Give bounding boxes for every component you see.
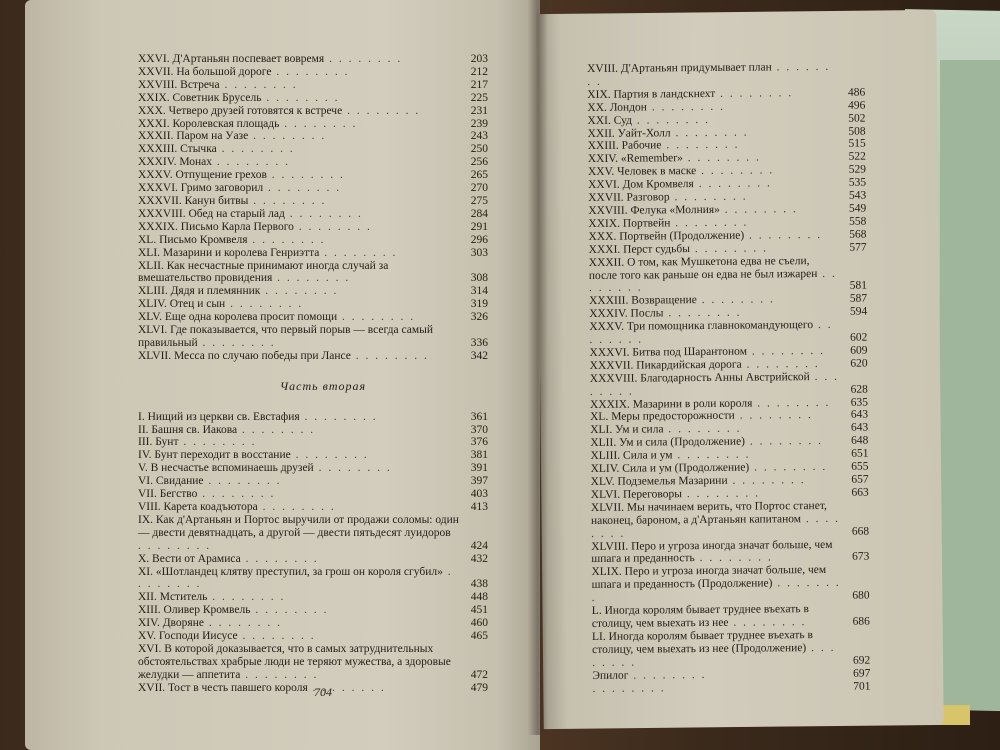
toc-entry-title: XLII. Как несчастные принимают иногда случай за вмешательство провидения . . . (138, 260, 460, 286)
toc-entry-title: XXVI. Д'Артаньян поспевает вовремя . . . (138, 53, 460, 66)
toc-entry (138, 643, 488, 682)
left-toc (138, 53, 488, 695)
toc-entry-title: V. В несчастье вспоминаешь друзей . . . (138, 462, 460, 475)
toc-entry-title: XXXVI. Гримо заговорил . . . (138, 182, 460, 195)
toc-entry-page: 438 (470, 578, 488, 591)
toc-entry-title: Эпилог . . . (592, 667, 842, 682)
toc-entry (138, 66, 488, 79)
toc-entry (138, 53, 488, 66)
toc-entry-page: 697 (853, 667, 871, 680)
toc-entry-page: 308 (470, 272, 488, 285)
toc-entry-page: 628 (850, 383, 868, 396)
toc-entry-page: 472 (470, 668, 488, 681)
part-two-heading: Часть вторая (279, 378, 367, 393)
toc-entry-page: 663 (851, 486, 869, 499)
toc-entry-page: 225 (470, 91, 488, 104)
toc-entry-page: 212 (470, 65, 488, 78)
toc-entry (138, 514, 488, 553)
toc-entry-title: X. Вести от Арамиса . . . (138, 553, 460, 566)
toc-entry-page: 648 (851, 434, 869, 447)
toc-entry-page: 217 (470, 78, 488, 91)
toc-entry (138, 617, 488, 630)
toc-entry-page: 381 (470, 449, 488, 462)
toc-entry (138, 488, 488, 501)
toc-entry (138, 247, 488, 260)
toc-entry (138, 553, 488, 566)
right-toc (587, 61, 871, 696)
toc-entry-title: XLVII. Месса по случаю победы при Лансе . . . (138, 350, 460, 363)
toc-entry-page: 522 (848, 150, 866, 164)
toc-entry (590, 370, 868, 398)
toc-entry-title: XLV. Подземелья Мазарини . . . (591, 474, 841, 489)
toc-entry-title: XLVI. Переговоры . . . (591, 487, 841, 502)
toc-entry (589, 319, 867, 347)
toc-entry-title: XIV. Дворяне . . . (138, 617, 460, 630)
toc-entry-page: 701 (853, 680, 871, 693)
toc-entry-page: 256 (470, 156, 488, 169)
toc-entry-page: 535 (848, 176, 867, 189)
toc-entry-title: XLIII. Сила и ум . . . (590, 448, 840, 463)
toc-entry-title: II. Башня св. Иакова . . . (138, 424, 460, 437)
toc-entry (138, 462, 488, 475)
toc-entry-page: 270 (470, 182, 488, 195)
toc-entry-title: III. Бунт . . . (138, 436, 460, 449)
toc-entry (138, 130, 488, 143)
toc-entry-title: XLIV. Сила и ум (Продолжение) . . . (590, 461, 840, 476)
toc-entry-page: 515 (848, 138, 866, 151)
toc-entry (138, 79, 488, 92)
toc-entry-page: 620 (850, 357, 868, 370)
toc-entry-title: IV. Бунт переходит в восстание . . . (138, 449, 460, 462)
toc-entry (591, 499, 869, 540)
toc-entry (138, 92, 488, 105)
toc-entry-page: 239 (470, 117, 488, 130)
toc-entry-page: 319 (470, 298, 488, 311)
toc-entry (589, 254, 867, 295)
toc-entry-page: 602 (850, 331, 868, 344)
toc-entry-title: XXXVIII. Благодарность Анны Австрийской . . . (590, 371, 840, 399)
toc-entry (138, 118, 488, 131)
toc-entry-title: XXII. Уайт-Холл . . . (588, 125, 838, 140)
toc-entry-page: 303 (470, 246, 488, 259)
toc-entry (138, 105, 488, 118)
toc-entry (138, 324, 488, 350)
toc-part-one-list (138, 53, 488, 363)
toc-entry-title: XLI. Ум и сила . . . (590, 422, 840, 437)
toc-entry (138, 475, 488, 488)
toc-entry-page: 587 (849, 292, 868, 306)
toc-entry-title: XLVII. Мы начинаем верить, что Портос станет, наконец, бароном, а д'Артаньян капитаном . . . (591, 500, 841, 541)
toc-entry-page: 231 (470, 104, 488, 117)
toc-entry-page: 651 (851, 447, 869, 460)
toc-entry-title: XL. Меры предосторожности . . . (590, 409, 840, 424)
toc-entry-page: 668 (851, 525, 870, 538)
toc-entry-page: 296 (470, 233, 488, 246)
toc-entry-page: 635 (850, 396, 869, 409)
toc-entry-page: 502 (848, 112, 866, 125)
toc-entry (138, 424, 488, 437)
page-number: 704 (314, 685, 332, 699)
toc-entry-title: XXXV. Отпущение грехов . . . (138, 169, 460, 182)
toc-entry-page: 326 (470, 311, 488, 324)
toc-entry-title: XLII. Ум и сила (Продолжение) . . . (590, 435, 840, 450)
toc-entry-title: XVII. Тост в честь павшего короля . . . (138, 682, 460, 695)
toc-part-two-list (138, 411, 488, 695)
toc-entry-page: 432 (470, 552, 488, 565)
toc-entry-title: XI. «Шотландец клятву преступил, за грош он короля сгубил» . . . (138, 566, 460, 592)
toc-entry-title: XLIII. Дядя и племянник . . . (138, 285, 460, 298)
toc-entry-page: 479 (470, 681, 488, 694)
toc-entry (591, 564, 869, 605)
toc-entry-title: XV. Господи Иисусе . . . (138, 630, 460, 643)
toc-entry-title: XXXII. Паром на Уазе . . . (138, 130, 460, 143)
toc-entry-title: XLIV. Отец и сын . . . (138, 298, 460, 311)
toc-entry-page: 692 (852, 654, 871, 667)
toc-entry-title: XXIII. Рабочие . . . (588, 138, 838, 153)
toc-entry (138, 195, 488, 208)
toc-entry-title: XXXIX. Мазарини в роли короля . . . (590, 396, 840, 411)
toc-entry (138, 169, 488, 182)
toc-entry (138, 208, 488, 221)
toc-entry-title: XXXIV. Послы . . . (589, 306, 839, 321)
toc-entry-page: 594 (849, 305, 868, 318)
toc-entry-title: XXXVII. Канун битвы . . . (138, 195, 460, 208)
toc-entry (138, 604, 488, 617)
toc-entry-page: 275 (470, 194, 488, 207)
toc-entry-title: XLIX. Перо и угроза иногда значат больше, чем шпага и преданность (Продолжение) . . . (591, 564, 841, 605)
toc-entry-page: 558 (849, 215, 867, 228)
toc-entry (138, 298, 488, 311)
toc-entry-page: 549 (848, 202, 867, 215)
toc-entry-title: XXXI. Королевская площадь . . . (138, 118, 460, 131)
toc-entry-title: XLVI. Где показывается, что первый порыв — всегда самый правильный . . . (138, 324, 460, 350)
toc-entry-page: 314 (470, 285, 488, 298)
toc-entry-title: XXXV. Три помощника главнокомандующего . . . (589, 319, 839, 347)
toc-entry-page: 577 (849, 241, 867, 254)
toc-entry-page: 203 (470, 53, 488, 65)
toc-entry-page: 460 (470, 617, 488, 630)
toc-entry-title: XVI. В которой доказывается, что в самых затруднительных обстоятельствах храбрые люди не теряют мужества, а здоровые желудки — аппетита . . . (138, 643, 460, 682)
toc-entry-title: XXVI. Дом Кромвеля . . . (588, 177, 838, 192)
toc-entry-page: 342 (470, 349, 488, 362)
toc-entry (138, 285, 488, 298)
toc-entry (138, 591, 488, 604)
toc-entry (138, 156, 488, 169)
toc-entry-title (592, 680, 842, 695)
toc-entry (138, 350, 488, 363)
toc-entry-page: 413 (470, 501, 488, 513)
book-cover-edge (940, 60, 1000, 710)
toc-entry-title: VI. Свидание . . . (138, 475, 460, 488)
toc-entry-title: XXX. Портвейн (Продолжение) . . . (588, 229, 838, 244)
toc-entry (138, 682, 488, 695)
book-gutter (528, 0, 548, 735)
toc-entry-title: XXI. Суд . . . (587, 112, 837, 127)
toc-entry-title: XXVII. На большой дороге . . . (138, 66, 460, 79)
toc-entry-title: XXXVIII. Обед на старый лад . . . (138, 208, 460, 221)
toc-entry-title: XXXIII. Стычка . . . (138, 143, 460, 156)
toc-entry-title: XXXIV. Монах . . . (138, 156, 460, 169)
toc-entry-page: 265 (470, 169, 488, 182)
toc-entry-title: XXIX. Советник Брусель . . . (138, 92, 460, 105)
toc-entry (138, 234, 488, 247)
toc-entry (587, 61, 865, 89)
toc-entry-title: XXIX. Портвейн . . . (588, 216, 838, 231)
toc-entry-title: XXIV. «Remember» . . . (588, 151, 838, 166)
toc-entry-page: 376 (470, 436, 488, 449)
toc-entry-title: XXXVII. Пикардийская дорога . . . (590, 358, 840, 373)
toc-entry-title: XIX. Партия в ландскнехт . . . (587, 87, 837, 102)
toc-entry-title: VIII. Карета коадъютора . . . (138, 501, 460, 514)
toc-entry-page: 291 (470, 220, 488, 233)
toc-entry-title: IX. Как д'Артаньян и Портос выручили от продажи соломы: один — двести девятнадцать, а другой — двести пятьдесят луидоров . . . (138, 514, 460, 553)
toc-entry-title: I. Нищий из церкви св. Евстафия . . . (138, 411, 460, 424)
toc-entry (138, 566, 488, 592)
toc-entry-title: XXXVI. Битва под Шарантоном . . . (589, 345, 839, 360)
toc-entry-page: 643 (850, 409, 869, 422)
toc-entry (591, 538, 869, 566)
toc-entry-page: 361 (470, 410, 488, 423)
toc-entry (138, 311, 488, 324)
toc-entry (592, 628, 870, 669)
toc-entry-title: XII. Мститель . . . (138, 591, 460, 604)
toc-right-list (587, 61, 871, 696)
toc-entry-page: 673 (852, 550, 870, 564)
toc-entry-title: XXXIX. Письмо Карла Первого . . . (138, 221, 460, 234)
toc-entry (138, 449, 488, 462)
toc-entry-page: 397 (470, 475, 488, 488)
toc-entry-title: XXXIII. Возвращение . . . (589, 293, 839, 308)
toc-entry-page: 680 (852, 589, 870, 602)
toc-entry-page: 655 (851, 460, 869, 473)
toc-entry-page: 686 (852, 615, 870, 628)
toc-entry-page: 657 (851, 473, 869, 486)
toc-entry-title: XIII. Оливер Кромвель . . . (138, 604, 460, 617)
toc-entry-title: XLI. Мазарини и королева Генриэтта . . . (138, 247, 460, 260)
toc-entry-page: 424 (470, 539, 488, 552)
toc-entry-page: 391 (470, 462, 488, 475)
toc-entry-page: 529 (848, 163, 866, 176)
toc-entry-page: 486 (847, 86, 866, 99)
toc-entry-title: XXVII. Разговор . . . (588, 190, 838, 205)
toc-entry-page: 609 (850, 344, 868, 357)
toc-entry (138, 411, 488, 424)
toc-entry-title: XXXI. Перст судьбы . . . (589, 241, 839, 256)
toc-entry-title: XX. Лондон . . . (587, 100, 837, 115)
toc-entry-title: XXX. Четверо друзей готовятся к встрече . . . (138, 105, 460, 118)
toc-entry-page: 465 (470, 630, 488, 643)
toc-entry-page: 370 (470, 423, 488, 436)
toc-entry-page: 643 (850, 421, 869, 435)
toc-entry (138, 630, 488, 643)
toc-entry-page: 568 (849, 228, 867, 241)
toc-entry-page: 451 (470, 604, 488, 617)
toc-entry (138, 260, 488, 286)
toc-entry-title: XXXII. О том, как Мушкетона едва не съели, после того как раньше он едва не был изжарен . . . (589, 254, 839, 295)
toc-entry-title: XLVIII. Перо и угроза иногда значат больше, чем шпага и преданность . . . (591, 538, 841, 566)
toc-entry-page: 508 (848, 125, 866, 138)
toc-entry-title: XL. Письмо Кромвеля . . . (138, 234, 460, 247)
toc-entry-title: XXV. Человек в маске . . . (588, 164, 838, 179)
toc-entry (592, 680, 870, 695)
toc-entry (592, 603, 870, 631)
toc-entry-page: 250 (470, 143, 488, 156)
toc-entry-page: 543 (848, 189, 867, 202)
toc-entry-page: 243 (470, 130, 488, 143)
toc-entry-title: XXVIII. Фелука «Молния» . . . (588, 203, 838, 218)
toc-entry-title: VII. Бегство . . . (138, 488, 460, 501)
toc-entry-title: XLV. Еще одна королева просит помощи . . . (138, 311, 460, 324)
toc-entry (138, 436, 488, 449)
toc-entry-title: XXVIII. Встреча . . . (138, 79, 460, 92)
toc-entry (138, 501, 488, 514)
toc-entry-title: L. Иногда королям бывает труднее въехать в столицу, чем выехать из нее . . . (592, 603, 842, 631)
toc-entry-page: 336 (470, 336, 488, 349)
toc-entry-page: 496 (848, 99, 866, 112)
toc-entry-page: 403 (470, 488, 488, 501)
toc-entry-title: LI. Иногда королям бывает труднее въехать в столицу, чем выехать из нее (Продолжение) . . . (592, 629, 842, 670)
toc-entry-page: 448 (470, 591, 488, 604)
toc-entry-page: 581 (849, 279, 868, 293)
toc-entry (138, 221, 488, 234)
toc-entry-page: 284 (470, 207, 488, 220)
toc-entry (138, 143, 488, 156)
toc-entry (138, 182, 488, 195)
toc-entry-title: XVIII. Д'Артаньян придумывает план . . . (587, 61, 837, 89)
